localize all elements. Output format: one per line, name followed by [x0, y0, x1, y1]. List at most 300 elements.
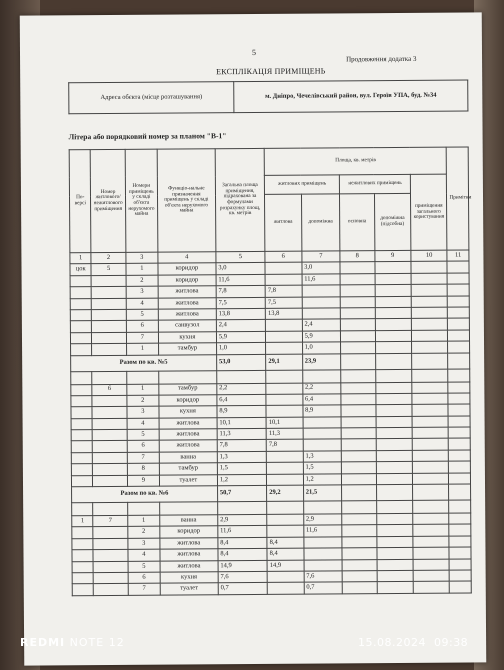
empty-cell [450, 570, 472, 582]
empty-cell [340, 285, 374, 297]
total-area-cell: 13,8 [216, 308, 265, 320]
empty-cell [376, 500, 413, 513]
document-title: ЕКСПЛІКАЦІЯ ПРИМІЩЕНЬ [216, 66, 326, 77]
empty-cell [449, 536, 471, 548]
empty-cell [92, 371, 126, 384]
empty-cell [342, 462, 376, 474]
empty-cell [412, 369, 449, 382]
apt-cell [93, 475, 127, 487]
room-no-cell: 1 [126, 264, 158, 276]
apt-cell [93, 464, 127, 476]
empty-cell [413, 582, 450, 594]
empty-cell [449, 450, 471, 462]
floor-cell [71, 407, 93, 419]
header-room-no: Номери приміщень у складі об'єкта нерухомого майна [125, 149, 158, 252]
room-no-cell: 3 [126, 286, 158, 298]
room-name-cell: санвузол [158, 320, 216, 332]
apt-cell [93, 452, 127, 464]
aux-area-cell: 7,6 [304, 571, 343, 583]
room-no-cell: 9 [127, 475, 159, 487]
room-no-cell: 6 [127, 441, 159, 453]
floor-cell [71, 464, 93, 476]
empty-cell [376, 525, 413, 537]
room-no-cell: 2 [128, 527, 160, 539]
column-number: 1 [70, 253, 92, 265]
summary-living: 29,2 [267, 485, 304, 501]
room-no-cell: 4 [126, 298, 158, 310]
living-area-cell: 7,8 [266, 440, 303, 452]
floor-cell [71, 430, 93, 442]
column-number: 11 [447, 250, 469, 262]
empty-cell [413, 484, 450, 500]
empty-cell [413, 570, 450, 582]
apt-cell [92, 344, 126, 356]
empty-cell [412, 461, 449, 473]
room-no-cell: 4 [128, 549, 160, 561]
room-name-cell: житлова [160, 549, 218, 561]
aux-area-cell [303, 417, 342, 429]
summary-total: 53,0 [216, 354, 265, 370]
empty-cell [376, 473, 413, 485]
column-number: 9 [374, 250, 411, 262]
floor-cell [71, 344, 93, 356]
floor-cell [70, 298, 92, 310]
empty-cell [449, 500, 471, 513]
column-number: 5 [216, 251, 265, 263]
total-area-cell: 8,4 [218, 537, 267, 549]
room-no-cell: 6 [126, 321, 158, 333]
empty-cell [72, 503, 94, 516]
room-no-cell: 7 [128, 584, 160, 596]
header-purpose: Функціо-нальне призначення приміщень у складі об'єкта нерухомого майна [157, 149, 216, 252]
room-name-cell: коридор [158, 275, 216, 287]
empty-cell [413, 559, 450, 571]
total-area-cell: 3,0 [216, 263, 265, 275]
empty-cell [412, 382, 449, 394]
empty-cell [342, 559, 376, 571]
living-area-cell [267, 474, 304, 486]
aux-area-cell: 1,5 [303, 462, 342, 474]
empty-cell [412, 416, 449, 428]
empty-cell [412, 473, 449, 485]
header-common: приміщення загального користування [410, 174, 447, 250]
aux-area-cell: 6,4 [302, 394, 341, 406]
floor-cell [72, 584, 94, 596]
empty-cell [375, 273, 412, 285]
floor-cell [70, 287, 92, 299]
empty-cell [342, 525, 376, 537]
empty-cell [448, 382, 470, 394]
room-no-cell: 1 [126, 343, 158, 355]
header-living-group: житлових приміщень [265, 175, 340, 195]
living-area-cell [265, 274, 302, 286]
aux-area-cell [304, 559, 343, 571]
empty-cell [377, 559, 414, 571]
room-name-cell: ванна [160, 515, 218, 527]
empty-cell [375, 285, 412, 297]
living-area-cell [266, 451, 303, 463]
total-area-cell: 1,5 [217, 463, 266, 475]
apt-cell [94, 584, 128, 596]
living-area-cell [266, 394, 303, 406]
aux-area-cell: 2,9 [303, 514, 342, 526]
empty-cell [449, 547, 471, 559]
empty-cell [448, 318, 470, 330]
header-floor: По-версі [69, 150, 91, 253]
apt-cell [93, 550, 127, 562]
summary-living: 29,1 [266, 354, 303, 370]
empty-cell [160, 502, 218, 515]
empty-cell [447, 261, 469, 273]
aux-area-cell [303, 537, 342, 549]
floor-cell [71, 396, 93, 408]
apt-cell [93, 441, 127, 453]
floor-cell [71, 384, 93, 396]
floor-cell [72, 538, 94, 550]
empty-cell [412, 427, 449, 439]
room-no-cell: 2 [126, 275, 158, 287]
floor-cell [70, 321, 92, 333]
aux-area-cell [303, 428, 342, 440]
empty-cell [342, 514, 376, 526]
empty-cell [449, 473, 471, 485]
empty-cell [342, 501, 376, 514]
empty-cell [413, 513, 450, 525]
aux-area-cell: 1,3 [303, 451, 342, 463]
room-name-cell: житлова [158, 297, 216, 309]
empty-cell [375, 353, 412, 369]
total-area-cell: 1,3 [217, 451, 266, 463]
room-name-cell: кухня [160, 572, 218, 584]
empty-cell [449, 438, 471, 450]
continuation-note: Продовження додатка 3 [346, 54, 417, 64]
apt-cell [93, 429, 127, 441]
room-no-cell: 4 [127, 418, 159, 430]
table-body [69, 147, 471, 596]
empty-cell [450, 581, 472, 593]
room-no-cell: 8 [127, 463, 159, 475]
empty-cell [342, 451, 376, 463]
aux-area-cell: 1,0 [302, 342, 341, 354]
empty-cell [341, 330, 375, 342]
aux-area-cell [302, 296, 341, 308]
empty-cell [375, 307, 412, 319]
room-no-cell: 6 [128, 572, 160, 584]
room-no-cell: 3 [127, 406, 159, 418]
empty-cell [342, 485, 376, 501]
empty-cell [375, 382, 412, 394]
aux-area-cell [302, 308, 341, 320]
empty-cell [449, 513, 471, 525]
empty-cell [411, 296, 448, 308]
camera-watermark [20, 636, 125, 649]
empty-cell [449, 484, 471, 500]
floor-cell [70, 310, 92, 322]
empty-cell [449, 524, 471, 536]
apt-cell [93, 538, 127, 550]
room-name-cell: житлова [160, 560, 218, 572]
apt-cell: 5 [91, 264, 125, 276]
room-no-cell: 5 [126, 309, 158, 321]
total-area-cell: 7,8 [217, 440, 266, 452]
apt-cell [92, 418, 126, 430]
room-no-cell: 1 [127, 515, 159, 527]
aux-area-cell: 1,2 [303, 474, 342, 486]
header-area-group: Площа, кв. метрів [264, 147, 446, 175]
empty-cell [342, 548, 376, 560]
empty-cell [413, 500, 450, 513]
living-area-cell [267, 462, 304, 474]
total-area-cell: 0,7 [218, 583, 267, 595]
empty-cell [412, 393, 449, 405]
living-area-cell [266, 405, 303, 417]
empty-cell [127, 502, 159, 515]
floor-cell [71, 418, 93, 430]
empty-cell [375, 393, 412, 405]
living-area-cell: 10,1 [266, 417, 303, 429]
total-area-cell: 11,3 [217, 428, 266, 440]
address-value: м. Дніпро, Чечелівський район, вул. Героїв УПА, буд. №34 [234, 80, 468, 113]
apt-cell [92, 287, 126, 299]
total-area-cell: 10,1 [217, 417, 266, 429]
room-name-cell: тамбур [159, 463, 217, 475]
empty-cell [411, 262, 448, 274]
watermark-brand: REDMI [20, 636, 66, 649]
living-area-cell: 14,9 [267, 560, 304, 572]
room-name-cell: тамбур [159, 383, 217, 395]
empty-cell [376, 548, 413, 560]
empty-cell [375, 405, 412, 417]
total-area-cell: 7,6 [218, 571, 267, 583]
living-area-cell [265, 263, 302, 275]
living-area-cell [267, 526, 304, 538]
room-name-cell: туалет [160, 583, 218, 595]
empty-cell [448, 307, 470, 319]
header-row [69, 147, 468, 177]
living-area-cell [267, 514, 304, 526]
living-area-cell: 8,4 [267, 548, 304, 560]
room-no-cell: 3 [128, 538, 160, 550]
page-number: 5 [251, 47, 257, 57]
aux-area-cell [304, 548, 343, 560]
apt-cell [92, 407, 126, 419]
address-table [68, 79, 468, 114]
floor-cell: цок [70, 264, 92, 276]
table-row [72, 581, 471, 595]
living-area-cell: 7,5 [265, 297, 302, 309]
empty-cell [376, 513, 413, 525]
apt-cell [93, 527, 127, 539]
empty-cell [413, 547, 450, 559]
room-name-cell: житлова [160, 538, 218, 550]
empty-cell [342, 536, 376, 548]
apt-cell [94, 572, 128, 584]
room-name-cell: коридор [159, 395, 217, 407]
empty-cell [376, 450, 413, 462]
empty-cell [341, 353, 375, 369]
room-no-cell: 1 [127, 384, 159, 396]
room-no-cell: 5 [127, 429, 159, 441]
living-area-cell: 7,8 [265, 285, 302, 297]
empty-cell [376, 416, 413, 428]
column-number: 2 [91, 252, 125, 264]
header-nonliving-group: нежитлових приміщень [340, 174, 411, 193]
empty-cell [412, 341, 449, 353]
summary-total: 50,7 [217, 485, 266, 501]
floor-cell [72, 550, 94, 562]
room-name-cell: житлова [158, 309, 216, 321]
aux-area-cell: 5,9 [302, 331, 341, 343]
aux-area-cell [303, 439, 342, 451]
apt-cell [92, 298, 126, 310]
watermark-date: 15.08.2024 [358, 636, 426, 649]
empty-cell [375, 319, 412, 331]
empty-cell [412, 450, 449, 462]
floor-cell [71, 441, 93, 453]
living-area-cell [266, 383, 303, 395]
empty-cell [341, 428, 375, 440]
empty-cell [341, 416, 375, 428]
empty-cell [413, 525, 450, 537]
total-area-cell: 8,4 [218, 549, 267, 561]
empty-cell [376, 484, 413, 500]
total-area-cell: 8,9 [217, 406, 266, 418]
header-living: житлова [265, 194, 302, 251]
empty-cell [341, 369, 375, 382]
room-name-cell: тамбур [158, 343, 216, 355]
living-area-cell [266, 320, 303, 332]
floor-cell [72, 561, 94, 573]
summary-aux: 21,5 [303, 485, 342, 501]
empty-cell [267, 501, 304, 514]
total-area-cell: 1,0 [216, 343, 265, 355]
empty-cell [374, 262, 411, 274]
empty-cell [413, 536, 450, 548]
empty-cell [375, 342, 412, 354]
empty-cell [375, 330, 412, 342]
apt-cell [91, 275, 125, 287]
living-area-cell: 8,4 [267, 537, 304, 549]
aux-area-cell: 11,6 [302, 274, 341, 286]
column-number: 6 [265, 251, 302, 263]
total-area-cell: 1,2 [217, 474, 266, 486]
total-area-cell: 7,5 [216, 297, 265, 309]
empty-cell [448, 353, 470, 369]
summary-aux: 23,9 [302, 353, 341, 369]
empty-cell [340, 296, 374, 308]
empty-cell [448, 341, 470, 353]
empty-cell [341, 439, 375, 451]
camera-timestamp [358, 636, 468, 649]
empty-cell [377, 582, 414, 594]
empty-cell [448, 296, 470, 308]
address-label: Адреса обєкта (місце розташування) [69, 82, 234, 114]
floor-cell: 1 [72, 516, 94, 528]
room-no-cell: 7 [126, 332, 158, 344]
floor-cell [70, 275, 92, 287]
column-number: 4 [158, 252, 216, 264]
apt-cell [92, 321, 126, 333]
empty-cell [448, 393, 470, 405]
empty-cell [341, 319, 375, 331]
header-aux: допоміжна [301, 194, 340, 251]
room-no-cell: 5 [128, 561, 160, 573]
empty-cell [341, 394, 375, 406]
empty-cell [376, 462, 413, 474]
empty-cell [411, 284, 448, 296]
floor-cell [71, 475, 93, 487]
column-number: 3 [126, 252, 158, 264]
column-number: 10 [411, 250, 448, 262]
empty-cell [266, 370, 303, 383]
empty-cell [303, 501, 342, 514]
empty-cell [341, 342, 375, 354]
room-name-cell: кухня [159, 406, 217, 418]
empty-cell [376, 427, 413, 439]
aux-area-cell: 8,9 [303, 405, 342, 417]
empty-cell [412, 353, 449, 369]
empty-cell [376, 536, 413, 548]
total-area-cell: 2,4 [216, 320, 265, 332]
floor-cell [71, 452, 93, 464]
empty-cell [376, 439, 413, 451]
apt-cell [92, 395, 126, 407]
column-number: 8 [340, 251, 374, 263]
apt-cell: 6 [92, 384, 126, 396]
header-aux2: допоміжна (підсобна) [374, 193, 411, 250]
room-no-cell: 7 [127, 452, 159, 464]
living-area-cell: 11,3 [266, 428, 303, 440]
empty-cell [217, 501, 266, 514]
room-name-cell: житлова [159, 429, 217, 441]
total-area-cell: 11,6 [218, 526, 267, 538]
empty-cell [341, 405, 375, 417]
header-notes: Примітки [447, 147, 469, 250]
room-no-cell: 2 [127, 395, 159, 407]
living-area-cell [267, 571, 304, 583]
empty-cell [412, 404, 449, 416]
aux-area-cell: 2,2 [302, 382, 341, 394]
empty-cell [449, 427, 471, 439]
header-total: Загальна площа приміщення, підрахована за формулами розрахунку площ, кв. метрів [215, 148, 265, 251]
empty-cell [159, 370, 217, 383]
empty-cell [448, 330, 470, 342]
empty-cell [341, 308, 375, 320]
document-page [20, 12, 487, 665]
aux-area-cell: 0,7 [304, 582, 343, 594]
empty-cell [412, 439, 449, 451]
summary-label: Разом по кв. №5 [71, 354, 217, 371]
empty-cell [448, 416, 470, 428]
empty-cell [375, 296, 412, 308]
explication-table [69, 146, 472, 596]
empty-cell [342, 582, 376, 594]
empty-cell [93, 502, 127, 515]
empty-cell [126, 371, 158, 384]
apt-cell [92, 309, 126, 321]
living-area-cell [266, 342, 303, 354]
total-area-cell: 2,2 [217, 383, 266, 395]
floor-cell [70, 332, 92, 344]
empty-cell [342, 571, 376, 583]
aux-area-cell: 2,4 [302, 319, 341, 331]
empty-cell [411, 330, 448, 342]
summary-label: Разом по кв. №6 [72, 486, 218, 503]
watermark-time: 09:38 [433, 636, 469, 649]
total-area-cell: 6,4 [217, 394, 266, 406]
header-main: основна [340, 194, 375, 251]
column-number: 7 [301, 251, 340, 263]
